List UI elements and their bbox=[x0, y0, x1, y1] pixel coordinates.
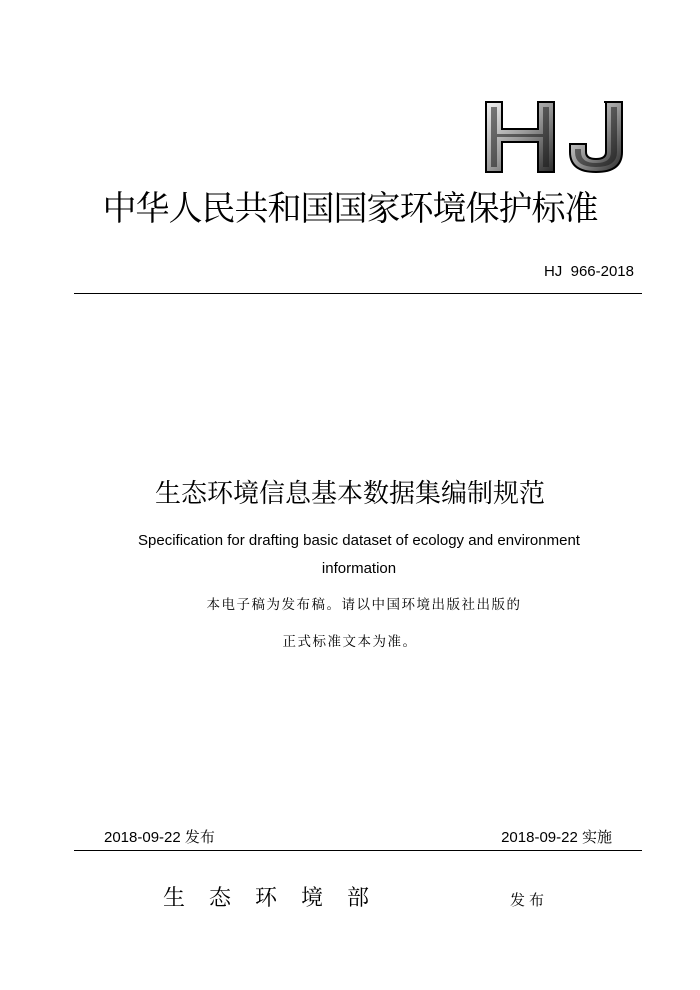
document-title-cn: 生态环境信息基本数据集编制规范 bbox=[154, 479, 545, 509]
notice-line-1: 本电子稿为发布稿。请以中国环境出版社出版的 bbox=[206, 597, 522, 613]
notice-line-2: 正式标准文本为准。 bbox=[282, 634, 418, 650]
top-divider bbox=[74, 293, 642, 294]
document-title-en: Specification for drafting basic dataset of ecology and environment information bbox=[138, 532, 580, 577]
bottom-divider bbox=[74, 850, 642, 851]
national-standard-title: 中华人民共和国国家环境保护标准 bbox=[102, 189, 598, 229]
release-date: 2018-09-22 发布 bbox=[104, 829, 215, 846]
logo-letter-h bbox=[486, 102, 554, 172]
issuer-action: 发布 bbox=[510, 891, 549, 909]
implementation-date: 2018-09-22 实施 bbox=[501, 829, 612, 846]
logo-letter-j bbox=[570, 102, 622, 172]
standard-number: HJ 966-2018 bbox=[543, 263, 634, 280]
hj-logo bbox=[484, 100, 626, 174]
issuer-name: 生态环境部 bbox=[163, 886, 394, 911]
